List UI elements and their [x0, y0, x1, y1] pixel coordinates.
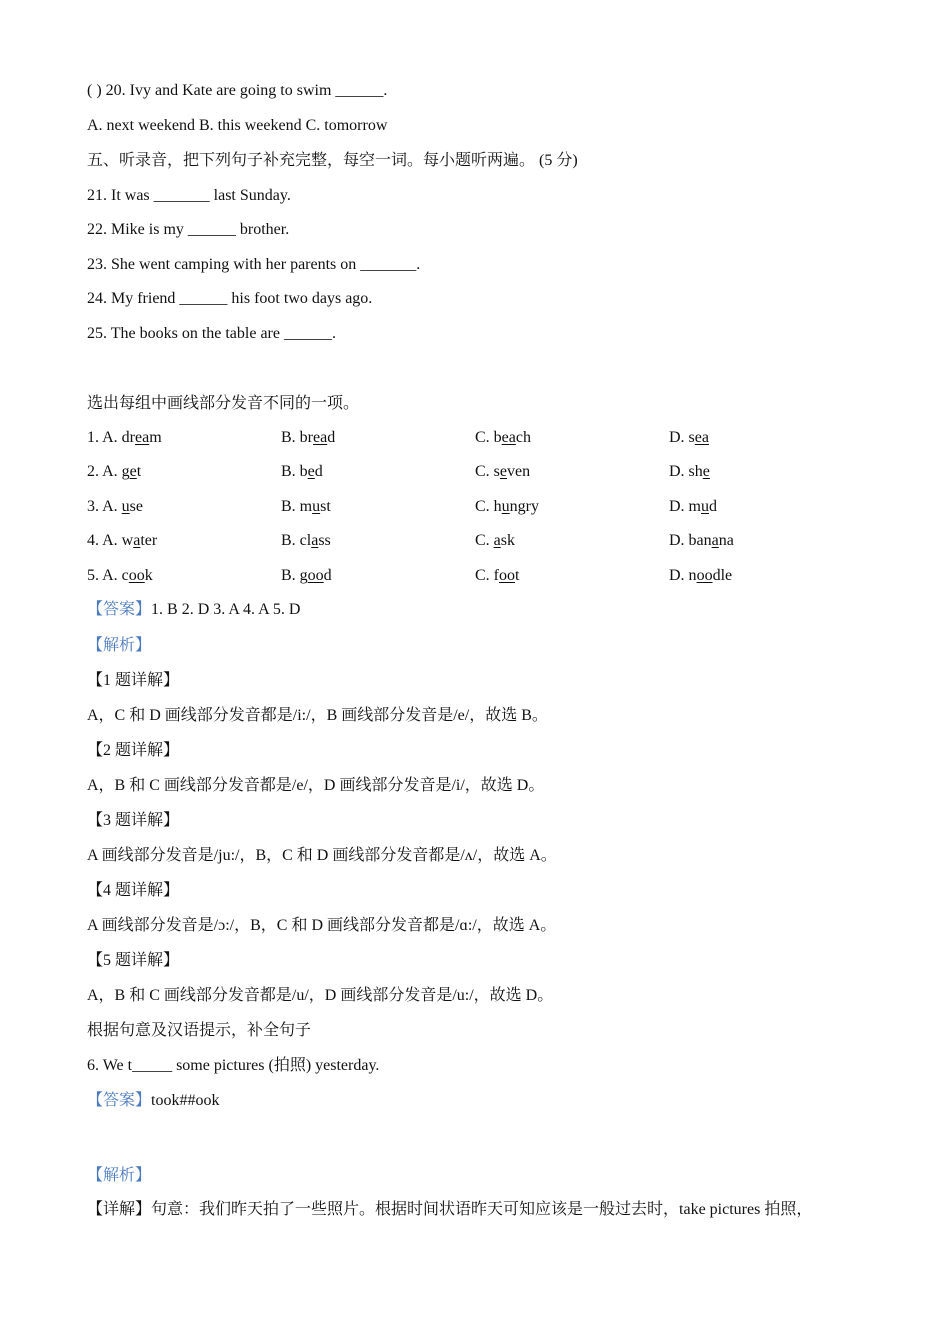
underlined-letters: a [133, 532, 141, 549]
question-25: 25. The books on the table are ______. [87, 325, 336, 342]
option-prefix: D. m [669, 498, 701, 515]
option-suffix: t [136, 463, 142, 480]
option-prefix: B. g [281, 567, 308, 584]
underlined-letters: e [129, 463, 137, 480]
option-prefix: D. n [669, 567, 697, 584]
option-suffix: d [327, 429, 336, 446]
question-24: 24. My friend ______ his foot two days ago. [87, 290, 373, 307]
phonics-option-1-b [281, 428, 335, 448]
part-5-heading: 五、听录音，把下列句子补充完整，每空一词。每小题听两遍。 (5 分) [87, 152, 578, 169]
phonics-option-3-a [87, 497, 143, 517]
completion-detail [87, 1200, 812, 1220]
underlined-letters: a [711, 532, 719, 549]
phonics-option-1-d [669, 428, 709, 448]
option-prefix: 3. A. [87, 498, 122, 515]
phonics-option-1-c [475, 428, 531, 448]
option-prefix: 5. A. c [87, 567, 129, 584]
question-23: 23. She went camping with her parents on _______. [87, 256, 421, 273]
phonics-option-2-c [475, 462, 530, 482]
underlined-letters: e [307, 463, 315, 480]
underlined-letters: u [312, 498, 321, 515]
phonics-answer [87, 600, 300, 620]
underlined-letters: ea [501, 429, 516, 446]
phonics-option-5-b [281, 566, 332, 586]
option-suffix: dle [712, 567, 733, 584]
option-prefix: C. [475, 532, 494, 549]
option-prefix: B. b [281, 463, 308, 480]
question-22: 22. Mike is my ______ brother. [87, 221, 290, 238]
option-suffix: st [320, 498, 331, 515]
phonics-option-1-a [87, 428, 162, 448]
phonics-option-3-b [281, 497, 331, 517]
option-prefix: 4. A. w [87, 532, 134, 549]
detail-5-title: 【5 题详解】 [87, 952, 180, 969]
detail-3-title: 【3 题详解】 [87, 812, 180, 829]
option-suffix: se [129, 498, 143, 515]
underlined-letters: oo [128, 567, 145, 584]
phonics-option-5-d [669, 566, 732, 586]
answer-tag: 【答案】 [87, 601, 152, 618]
phonics-option-2-a [87, 462, 141, 482]
underlined-letters: ea [694, 429, 709, 446]
completion-analysis-tag: 【解析】 [87, 1167, 152, 1184]
option-suffix: sk [500, 532, 516, 549]
underlined-letters: e [702, 463, 710, 480]
phonics-instruction: 选出每组中画线部分发音不同的一项。 [87, 395, 360, 412]
detail-1-title: 【1 题详解】 [87, 672, 180, 689]
underlined-letters: a [493, 532, 501, 549]
underlined-letters: oo [696, 567, 713, 584]
underlined-letters: oo [499, 567, 515, 584]
detail-text: 句意：我们昨天拍了一些照片。根据时间状语昨天可知应该是一般过去时，take pictures 拍照， [151, 1201, 813, 1218]
detail-3-text: A 画线部分发音是/ju:/，B，C 和 D 画线部分发音都是/ʌ/，故选 A。 [87, 847, 557, 864]
option-suffix: d [314, 463, 323, 480]
detail-4-title: 【4 题详解】 [87, 882, 180, 899]
option-prefix: 1. A. dr [87, 429, 135, 446]
phonics-option-3-c [475, 497, 539, 517]
option-suffix: ven [507, 463, 531, 480]
option-suffix: d [709, 498, 717, 515]
option-prefix: D. s [669, 429, 695, 446]
phonics-analysis-tag: 【解析】 [87, 637, 152, 654]
option-prefix: B. br [281, 429, 313, 446]
underlined-letters: ea [313, 429, 328, 446]
option-prefix: 2. A. g [87, 463, 130, 480]
underlined-letters: a [311, 532, 319, 549]
phonics-option-2-d [669, 462, 710, 482]
option-prefix: B. m [281, 498, 313, 515]
phonics-option-4-a [87, 531, 157, 551]
phonics-option-5-c [475, 566, 519, 586]
question-6: 6. We t_____ some pictures (拍照) yesterday. [87, 1057, 380, 1074]
option-prefix: C. h [475, 498, 502, 515]
answer-text: took##ook [151, 1092, 220, 1109]
underlined-letters: u [701, 498, 709, 515]
underlined-letters: u [501, 498, 510, 515]
underlined-letters: u [121, 498, 130, 515]
option-suffix: ter [140, 532, 158, 549]
option-suffix: ch [515, 429, 531, 446]
detail-2-text: A，B 和 C 画线部分发音都是/e/，D 画线部分发音是/i/，故选 D。 [87, 777, 545, 794]
completion-answer [87, 1091, 219, 1111]
phonics-option-3-d [669, 497, 717, 517]
option-prefix: C. b [475, 429, 502, 446]
question-20-options: A. next weekend B. this weekend C. tomorrow [87, 117, 388, 134]
question-21: 21. It was _______ last Sunday. [87, 187, 291, 204]
underlined-letters: oo [307, 567, 324, 584]
answer-tag: 【答案】 [87, 1092, 152, 1109]
phonics-option-5-a [87, 566, 153, 586]
detail-5-text: A，B 和 C 画线部分发音都是/u/，D 画线部分发音是/u:/，故选 D。 [87, 987, 554, 1004]
detail-tag: 【详解】 [87, 1201, 152, 1218]
underlined-letters: ea [135, 429, 150, 446]
option-suffix: ngry [509, 498, 539, 515]
detail-4-text: A 画线部分发音是/ɔ:/，B，C 和 D 画线部分发音都是/ɑ:/，故选 A。 [87, 917, 557, 934]
phonics-option-4-d [669, 531, 734, 551]
option-suffix: na [718, 532, 734, 549]
option-suffix: d [323, 567, 332, 584]
option-prefix: C. s [475, 463, 500, 480]
option-prefix: D. sh [669, 463, 703, 480]
option-suffix: k [144, 567, 153, 584]
option-prefix: C. f [475, 567, 499, 584]
option-prefix: B. cl [281, 532, 312, 549]
detail-2-title: 【2 题详解】 [87, 742, 180, 759]
option-suffix: m [149, 429, 162, 446]
completion-instruction: 根据句意及汉语提示，补全句子 [87, 1022, 312, 1039]
phonics-option-4-b [281, 531, 331, 551]
underlined-letters: e [499, 463, 508, 480]
option-suffix: t [515, 567, 520, 584]
option-prefix: D. ban [669, 532, 712, 549]
answer-text: 1. B 2. D 3. A 4. A 5. D [151, 601, 301, 618]
phonics-option-4-c [475, 531, 515, 551]
phonics-option-2-b [281, 462, 323, 482]
detail-1-text: A，C 和 D 画线部分发音都是/i:/，B 画线部分发音是/e/，故选 B。 [87, 707, 548, 724]
option-suffix: ss [318, 532, 331, 549]
question-20: ( ) 20. Ivy and Kate are going to swim ______. [87, 82, 388, 99]
